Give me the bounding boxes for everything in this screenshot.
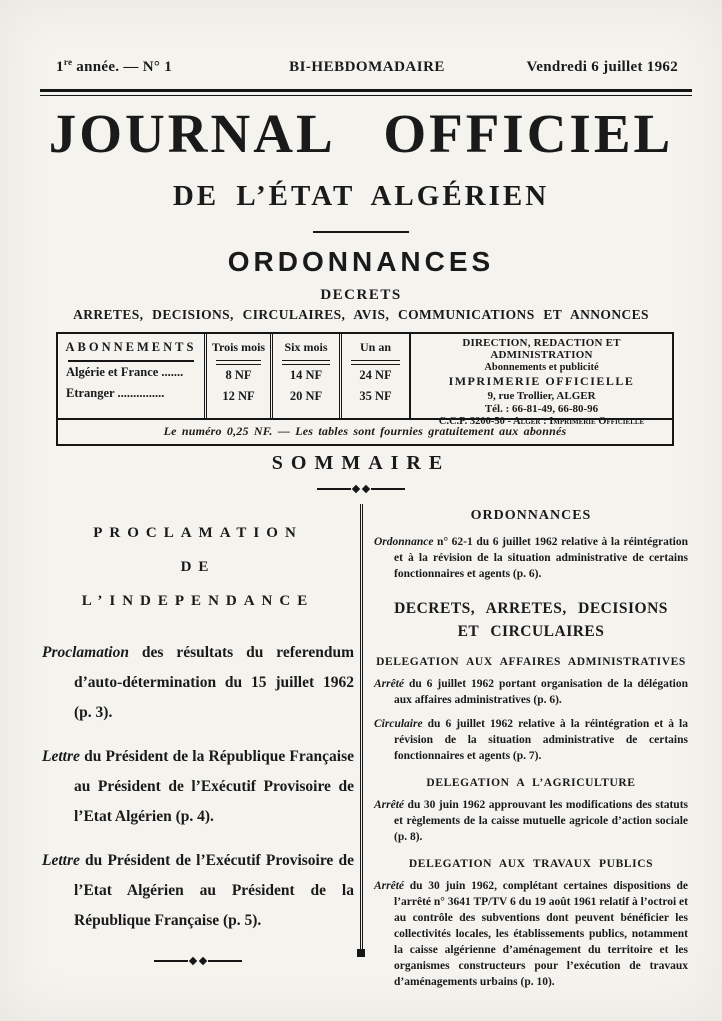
column-header-six-mois: Six mois: [284, 340, 328, 354]
printer-ccp: C.C.P. 3200-50 - Alger : Imprimerie Officielle: [438, 416, 645, 427]
heading-line: ET CIRCULAIRES: [457, 623, 605, 640]
subscription-column-one-year: [339, 334, 409, 418]
subscription-column-six-months: [270, 334, 339, 418]
diamond-rule-ornament: [42, 958, 354, 964]
issue-number: 1re année. — N° 1: [56, 57, 173, 75]
periodicity-label: BI-HEBDOMADAIRE: [289, 59, 445, 75]
entry-text: n° 62-1 du 6 juillet 1962 relative à la réintégration et à la révision de la situation administrative de certains fonctionnaires et agents (p. 6).: [394, 536, 688, 580]
entry-lead-word: Ordonnance: [374, 536, 434, 548]
subscription-label-column: [58, 334, 204, 418]
table-cell: 8 NF: [225, 368, 252, 382]
entry-lead-word: Lettre: [42, 852, 80, 869]
entry-lead-word: Lettre: [42, 748, 80, 765]
diamond-icon: [199, 957, 207, 965]
rule-segment: [154, 960, 188, 962]
table-cell: 14 NF: [289, 368, 323, 382]
sommaire-entry: [374, 534, 688, 582]
printer-phone: Tél. : 66-81-49, 66-80-96: [484, 403, 599, 415]
table-cell: 35 NF: [359, 389, 392, 403]
subscription-table-main: [58, 334, 672, 427]
direction-title: DIRECTION, REDACTION ET ADMINISTRATION: [462, 337, 621, 361]
sommaire-right-column: [374, 504, 688, 998]
proclamation-title-line: DE: [180, 559, 216, 575]
sommaire-entry: [374, 676, 688, 708]
printer-address: 9, rue Trollier, ALGER: [487, 390, 596, 402]
subsection-heading-affaires-administratives: DELEGATION AUX AFFAIRES ADMINISTRATIVES: [376, 656, 686, 668]
diamond-icon: [352, 485, 360, 493]
price-footnote: Le numéro 0,25 NF. — Les tables sont fournies gratuitement aux abonnés: [58, 418, 672, 444]
proclamation-title-line: L’INDEPENDANCE: [81, 593, 315, 609]
sommaire-entry: [42, 742, 354, 832]
content-type-ordonnances: ORDONNANCES: [227, 246, 495, 277]
ink-blob: [357, 949, 365, 957]
column-header-abonnements: ABONNEMENTS: [65, 340, 197, 354]
diamond-icon: [362, 485, 370, 493]
table-row-label: Etranger ...............: [66, 386, 165, 400]
proclamation-title-line: PROCLAMATION: [93, 525, 303, 541]
column-divider: [360, 504, 363, 954]
table-cell: 24 NF: [359, 368, 392, 382]
entry-text: du 30 juin 1962 approuvant les modifications des statuts et règlements de la caisse mutuelle agricole d’action sociale (p. 8).: [394, 799, 688, 843]
content-type-arretes: ARRETES, DECISIONS, CIRCULAIRES, AVIS, COMMUNICATIONS ET ANNONCES: [73, 307, 649, 322]
sommaire-entry: [374, 797, 688, 845]
printer-name: IMPRIMERIE OFFICIELLE: [448, 374, 635, 388]
heading-line: DECRETS, ARRETES, DECISIONS: [394, 600, 668, 617]
content-type-decrets: DECRETS: [320, 287, 402, 303]
entry-lead-word: Arrêté: [374, 799, 405, 811]
direction-administration-block: [409, 334, 672, 427]
entry-lead-word: Circulaire: [374, 718, 423, 730]
entry-text: du 6 juillet 1962 portant organisation de la délégation aux affaires administratives (p. 6).: [394, 678, 688, 706]
diamond-icon: [189, 957, 197, 965]
rule-segment: [317, 488, 351, 490]
issue-date: Vendredi 6 juillet 1962: [526, 59, 678, 75]
entry-lead-word: Arrêté: [374, 880, 405, 892]
subsection-heading-agriculture: DELEGATION A L’AGRICULTURE: [426, 777, 636, 789]
masthead-top-line: [56, 57, 678, 76]
table-cell: 12 NF: [222, 389, 255, 403]
diamond-rule-ornament: [311, 486, 411, 492]
journal-title: JOURNAL OFFICIEL: [48, 103, 674, 164]
direction-subtitle: Abonnements et publicité: [484, 362, 599, 373]
entry-text: du 6 juillet 1962 relative à la réintégration et à la révision de la situation administrative de certains fonctionnaires et agents (p. 7).: [394, 718, 688, 762]
title-rule: [313, 231, 409, 233]
sommaire-left-column: [42, 510, 354, 964]
entry-text: du 30 juin 1962, complétant certaines dispositions de l’arrêté n° 3641 TP/TV 6 du 19 août 1961 relatif à l’octroi et au contrôle des subventions dont peuvent bénéficier les collectivités locales, les établissements publics, notamment la caisse algérienne d’aménagement du territoire et les organismes constructeurs pour l’exécution de travaux d’aménagements urbains (p. 10).: [394, 880, 688, 988]
table-row-label: Algérie et France .......: [66, 365, 184, 379]
section-heading-ordonnances: ORDONNANCES: [470, 508, 592, 523]
column-header-trois-mois: Trois mois: [211, 340, 266, 354]
journal-subtitle: DE L’ÉTAT ALGÉRIEN: [172, 180, 550, 212]
entry-lead-word: Arrêté: [374, 678, 405, 690]
table-cell: 20 NF: [289, 389, 323, 403]
entry-text: du Président de la République Française au Président de l’Exécutif Provisoire de l’Etat Algérien (p. 4).: [74, 748, 354, 825]
sommaire-entry: [42, 638, 354, 728]
column-header-un-an: Un an: [359, 340, 391, 354]
sommaire-entry: [374, 878, 688, 990]
subsection-heading-travaux-publics: DELEGATION AUX TRAVAUX PUBLICS: [408, 858, 654, 870]
section-heading-decrets: [374, 597, 688, 643]
subscription-column-three-months: [204, 334, 270, 418]
entry-text: du Président de l’Exécutif Provisoire de l’Etat Algérien au Président de la République Française (p. 5).: [74, 852, 354, 929]
entry-text: des résultats du referendum d’auto-détermination du 15 juillet 1962 (p. 3).: [74, 644, 354, 721]
sommaire-entry: [374, 716, 688, 764]
entry-lead-word: Proclamation: [42, 644, 129, 661]
proclamation-title: [42, 516, 354, 618]
sommaire-entry: [42, 846, 354, 936]
rule-segment: [208, 960, 242, 962]
header-double-rule: [40, 89, 692, 96]
subscription-table: [56, 332, 674, 446]
sommaire-heading: SOMMAIRE: [271, 452, 451, 474]
rule-segment: [371, 488, 405, 490]
